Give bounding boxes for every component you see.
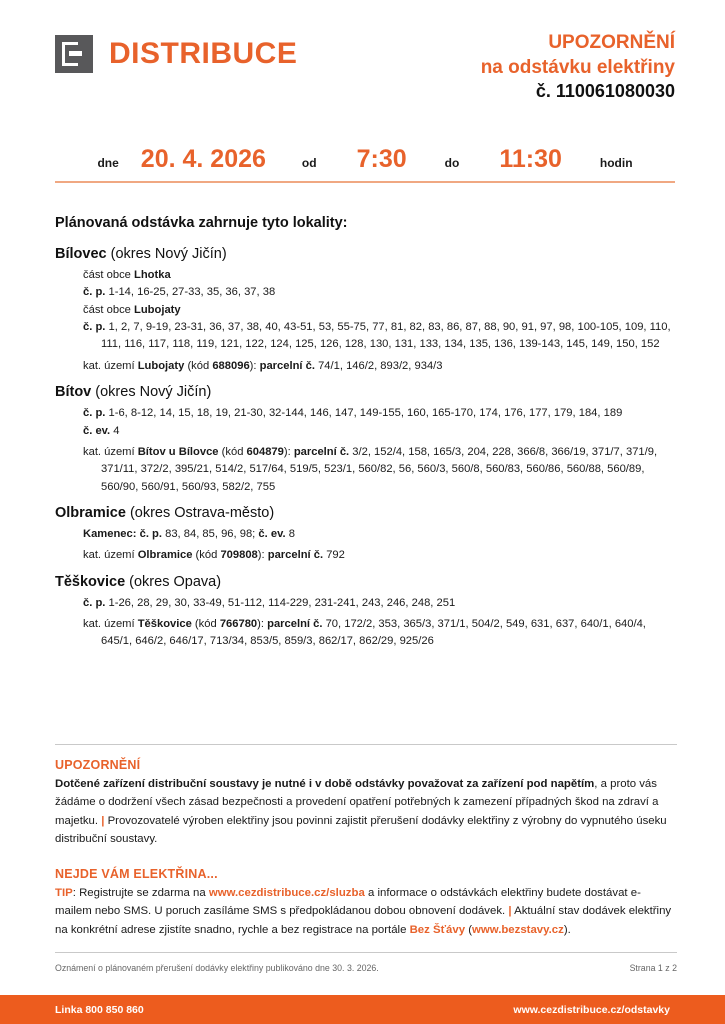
cadastral-prefix: kat. území <box>83 549 138 562</box>
footer-contact-bar <box>0 995 725 1024</box>
notice1-rest: , a proto vás žádáme o dodržení všech zásad bezpečnosti a provedení opatření potřebných k zamezení případných škod na zdraví a majetku. <box>55 778 659 827</box>
part-prefix: část obce <box>83 269 134 281</box>
cadastral-area-line <box>83 358 677 375</box>
notice-upozorneni <box>55 758 677 849</box>
locality-name <box>55 246 677 262</box>
house-numbers-values: 1-6, 8-12, 14, 15, 18, 19, 21-30, 32-144, 146, 147, 149-155, 160, 165-170, 174, 176, 177, 179, 184, 189 <box>108 407 623 420</box>
locality-district: (okres Opava) <box>125 573 222 590</box>
link-bez-stavy-portal[interactable]: Bez Šťávy <box>409 923 466 936</box>
brand-lockup <box>55 35 297 73</box>
cadastral-code-suffix: ): <box>249 359 260 372</box>
parcel-values: 70, 172/2, 353, 365/3, 371/1, 504/2, 549, 631, 637, 640/1, 640/4, 645/1, 646/2, 646/17, 713/34, 853/5, 859/3, 862/17, 862/29, 925/26 <box>101 618 646 648</box>
cadastral-area-line <box>83 444 677 496</box>
locality-name <box>55 505 677 521</box>
parcel-values: 3/2, 152/4, 158, 165/3, 204, 228, 366/8, 366/19, 371/7, 371/9, 371/11, 372/2, 395/21, 514/2, 517/64, 519/5, 523/1, 560/82, 56, 560/3, 560/8, 560/83, 560/86, 560/88, 560/89, 560/90, 560/91, 560/93, 582/2, 755 <box>101 445 658 493</box>
house-numbers-line <box>83 526 677 543</box>
label-od: od <box>301 156 317 170</box>
house-numbers-prefix: č. p. <box>139 527 166 540</box>
label-dne: dne <box>97 156 119 170</box>
header-title-block <box>481 30 675 104</box>
house-numbers-line <box>83 284 677 301</box>
house-numbers-line <box>83 423 677 440</box>
locality-municipality: Bílovec <box>55 246 107 262</box>
localities-list <box>55 246 677 660</box>
part-name: Lubojaty <box>134 303 181 316</box>
locality-district: (okres Nový Jičín) <box>106 246 227 262</box>
notice-upozorneni-title: UPOZORNĚNÍ <box>55 758 141 772</box>
notice1-separator: | <box>101 814 105 827</box>
evidence-numbers-values: 8 <box>288 527 295 540</box>
house-numbers-values: 1, 2, 7, 9-19, 23-31, 36, 37, 38, 40, 43-51, 53, 55-75, 77, 81, 82, 83, 86, 87, 88, 90, 91, 97, 98, 100-105, 109, 110, 111, 116, 117, 118, 119, 121, 122, 124, 125, 126, 128, 130, 131, 133, 134, 135, 136, 139-143, 145, 149, 150, 152 <box>101 321 671 351</box>
house-numbers-prefix: č. p. <box>83 286 109 299</box>
link-bezstavy-cz[interactable]: www.bezstavy.cz <box>472 923 564 936</box>
evidence-numbers-prefix: č. ev. <box>258 527 289 540</box>
locality-district: (okres Nový Jičín) <box>91 384 212 401</box>
header-document-number: č. 110061080030 <box>535 81 675 102</box>
house-numbers-prefix: č. p. <box>83 407 109 420</box>
locality-block <box>55 574 677 651</box>
locality-district: (okres Ostrava-město) <box>125 504 275 521</box>
parcel-label: parcelní č. <box>293 445 353 458</box>
cadastral-code-prefix: (kód <box>191 618 220 631</box>
notice2-t4: ( <box>465 923 473 936</box>
locality-name <box>55 574 677 590</box>
house-numbers-prefix: č. ev. <box>83 424 114 437</box>
house-numbers-line <box>83 319 677 354</box>
house-numbers-values: 4 <box>113 424 120 437</box>
locality-municipality: Olbramice <box>55 504 126 521</box>
document-header <box>55 30 675 110</box>
notice-nejde-title: NEJDE VÁM ELEKTŘINA... <box>55 867 218 881</box>
notice2-t2: a informace o odstávkách elektřiny budete dostávat e-mailem nebo SMS. U poruch zasíláme SMS s předpokládanou dobou obnovení dodávek. <box>55 887 641 918</box>
parcel-label: parcelní č. <box>267 618 326 631</box>
cadastral-code-suffix: ): <box>257 618 268 631</box>
part-prefix: část obce <box>83 303 134 316</box>
parcel-label: parcelní č. <box>267 549 327 562</box>
locality-name <box>55 384 677 400</box>
house-numbers-values: 1-14, 16-25, 27-33, 35, 36, 37, 38 <box>108 286 276 299</box>
parcel-values: 74/1, 146/2, 893/2, 934/3 <box>318 359 443 372</box>
cadastral-code: 709808 <box>220 549 258 562</box>
notice2-t1: : Registrujte se zdarma na <box>72 887 209 899</box>
link-cezdistribuce-sluzba[interactable]: www.cezdistribuce.cz/sluzba <box>208 887 365 899</box>
cadastral-code-prefix: (kód <box>184 359 213 372</box>
locality-municipality: Těškovice <box>55 573 126 590</box>
outage-time-from: 7:30 <box>356 145 407 173</box>
parcel-label: parcelní č. <box>259 359 319 372</box>
cadastral-prefix: kat. území <box>83 359 138 372</box>
cadastral-code-prefix: (kód <box>218 445 247 458</box>
footer-phone: Linka 800 850 860 <box>55 1003 144 1016</box>
header-title-primary: UPOZORNĚNÍ <box>548 32 675 53</box>
cadastral-area-line <box>83 547 677 564</box>
page-number: Strana 1 z 2 <box>629 963 677 973</box>
cadastral-prefix: kat. území <box>83 445 138 458</box>
notice-nejde-elektrina <box>55 867 677 939</box>
notice-upozorneni-body <box>55 775 677 849</box>
part-name: Lhotka <box>134 269 171 281</box>
label-hodin: hodin <box>599 156 633 170</box>
part-name: Kamenec: <box>83 527 140 540</box>
house-numbers-line <box>83 405 677 422</box>
footer-url[interactable]: www.cezdistribuce.cz/odstavky <box>513 1003 670 1016</box>
notice2-separator: | <box>508 905 512 918</box>
outage-time-to: 11:30 <box>499 145 562 173</box>
cadastral-name: Lubojaty <box>137 359 185 372</box>
outage-datetime-bar <box>55 145 675 183</box>
house-numbers-prefix: č. p. <box>83 321 109 334</box>
house-numbers-values: 83, 84, 85, 96, 98; <box>165 527 259 540</box>
cadastral-code: 604879 <box>246 445 284 458</box>
notice2-t5: ). <box>563 923 571 936</box>
notice1-bold: Dotčené zařízení distribuční soustavy je nutné i v době odstávky považovat za zařízení pod napětím <box>55 778 595 790</box>
locality-block <box>55 246 677 375</box>
footer-divider <box>55 952 677 953</box>
outage-date: 20. 4. 2026 <box>140 145 266 173</box>
cez-logo-icon <box>55 35 93 73</box>
locality-municipality: Bítov <box>55 384 92 401</box>
cadastral-name: Bítov u Bílovce <box>137 445 219 458</box>
section-lead-text: Plánovaná odstávka zahrnuje tyto lokality: <box>55 215 348 231</box>
header-title-secondary: na odstávku elektřiny <box>480 57 675 79</box>
locality-part-label <box>83 302 677 319</box>
notice-divider <box>55 744 677 745</box>
label-do: do <box>444 156 460 170</box>
locality-block <box>55 384 677 496</box>
notice2-t3: Aktuální stav dodávek elektřiny na konkrétní adrese zjistíte snadno, rychle a bez registrace na portále <box>55 905 672 936</box>
publication-note: Oznámení o plánovaném přerušení dodávky elektřiny publikováno dne 30. 3. 2026. <box>55 963 379 973</box>
brand-wordmark: DISTRIBUCE <box>109 37 298 70</box>
house-numbers-prefix: č. p. <box>83 596 109 609</box>
house-numbers-values: 1-26, 28, 29, 30, 33-49, 51-112, 114-229, 231-241, 243, 246, 248, 251 <box>108 596 456 609</box>
cadastral-name: Olbramice <box>137 549 193 562</box>
notice-nejde-body <box>55 884 677 939</box>
cadastral-name: Těškovice <box>137 618 192 631</box>
house-numbers-line <box>83 595 677 612</box>
cadastral-code: 688096 <box>212 359 250 372</box>
cadastral-prefix: kat. území <box>83 618 138 631</box>
cadastral-code-suffix: ): <box>257 549 268 562</box>
locality-block <box>55 505 677 565</box>
cadastral-area-line <box>83 616 677 651</box>
tip-label: TIP <box>55 887 73 899</box>
notice1-tail: Provozovatelé výroben elektřiny jsou povinni zajistit přerušení dodávky elektřiny z výrobny do vypnutého úseku distribuční soustavy. <box>55 814 667 846</box>
footer-meta-line <box>55 963 677 973</box>
cadastral-code-suffix: ): <box>283 445 294 458</box>
locality-part-label <box>83 267 677 284</box>
parcel-values: 792 <box>326 549 345 562</box>
cadastral-code-prefix: (kód <box>192 549 221 562</box>
cadastral-code: 766780 <box>219 618 258 631</box>
